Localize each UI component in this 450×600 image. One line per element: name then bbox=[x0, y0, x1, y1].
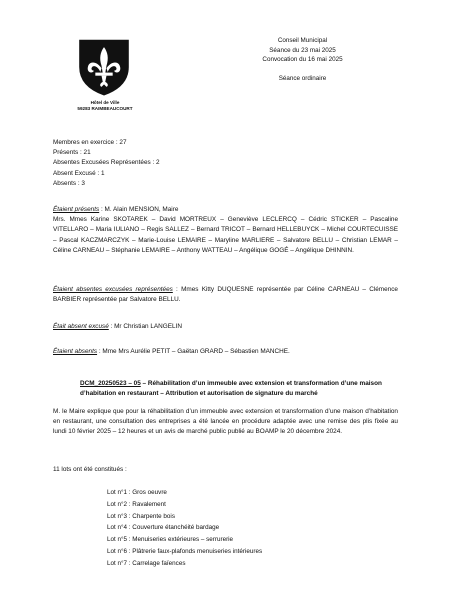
session-type: Séance ordinaire bbox=[278, 74, 327, 82]
list-item: Lot n°2 : Ravalement bbox=[107, 500, 166, 508]
list-item: Lot n°3 : Charpente bois bbox=[107, 512, 175, 520]
mairie-name: Hôtel de Ville bbox=[90, 100, 120, 105]
session-date: Séance du 23 mai 2025 bbox=[269, 46, 336, 54]
absent-excused-label: Était absent excusé bbox=[53, 323, 109, 330]
excused-label: Étaient absentes excusées représentées bbox=[53, 286, 173, 293]
list-item: Lot n°1 : Gros oeuvre bbox=[107, 489, 167, 496]
count-line: Absent Excusé : 1 bbox=[53, 169, 105, 177]
deliberation-title bbox=[80, 379, 398, 399]
absent-text: : Mme Mrs Aurélie PETIT – Gaëtan GRARD – Sébastien MANCHE. bbox=[97, 348, 290, 355]
deliberation-subject: – Réhabilitation d’un immeuble avec extension et transformation d’une maison d’habitation en restaurant – Attribution et autorisation de signature du marché bbox=[80, 380, 382, 398]
lots-list bbox=[107, 487, 262, 570]
absent-excused-text: : Mr Christian LANGELIN bbox=[108, 323, 182, 330]
coat-of-arms-logo bbox=[73, 36, 135, 98]
present-label: Étaient présents bbox=[53, 206, 100, 213]
explanation-paragraph: M. le Maire explique que pour la réhabilitation d’un immeuble avec extension et transformation d’une maison d’habitation en restaurant, une consultation des entreprises a été lancée en procédure adaptée avec une remise des plis fixée au lundi 10 février 2025 – 12 heures et un avis de marché public publié au BOAMP le 20 décembre 2024. bbox=[53, 408, 398, 436]
list-item: Lot n°6 : Plâtrerie faux-plafonds menuiseries intérieures bbox=[107, 547, 263, 555]
count-line: Membres en exercice : 27 bbox=[53, 139, 127, 146]
attendance-counts bbox=[53, 138, 398, 189]
list-item: Lot n°5 : Menuiseries extérieures – serrurerie bbox=[107, 536, 234, 544]
count-line: Absents : 3 bbox=[53, 179, 85, 187]
mairie-city: 59283 RAIMBEAUCOURT bbox=[77, 106, 133, 112]
present-list: Mrs. Mmes Karine SKOTAREK – David MORTREUX – Geneviève LECLERCQ – Cédric STICKER – Pascaline VITELLARO – Maria IULIANO – Regis SALLEZ – Bernard TRICOT – Bernard HELLEBUYCK – Michel COURTECUISSE – Pascal KACZMARCZYK – Marie-Louise LEMAIRE – Maryline MARLIERE – Salvatore BELLU – Christian LEMAR – Céline CARNEAU – Stéphanie LEMAIRE – Anthony WATTEAU – Angélique GOGÉ – Angélique DHINNIN. bbox=[53, 216, 398, 254]
absent-label: Étaient absents bbox=[53, 348, 98, 355]
council-title: Conseil Municipal bbox=[277, 37, 328, 44]
present-members bbox=[53, 205, 398, 256]
list-item: Lot n°7 : Carrelage faïences bbox=[107, 559, 186, 567]
document-header bbox=[240, 36, 365, 83]
deliberation-ref: DCM_20250523 – 05 bbox=[80, 380, 141, 387]
list-item: Lot n°4 : Couverture étanchéité bardage bbox=[107, 524, 220, 532]
excused-text: : Mmes Kitty DUQUESNE représentée par Céline CARNEAU – Clémence BARBIER représentée par Salvatore BELLU. bbox=[53, 286, 398, 304]
convocation-date: Convocation du 16 mai 2025 bbox=[262, 56, 343, 64]
absent-excused bbox=[53, 322, 398, 332]
count-line: Absentes Excusées Représentées : 2 bbox=[53, 159, 160, 167]
mairie-address bbox=[55, 100, 155, 113]
lots-title: 11 lots ont été constitués : bbox=[53, 466, 127, 473]
count-line: Présents : 21 bbox=[53, 149, 91, 157]
present-maire: : M. Alain MENSION, Maire bbox=[99, 206, 179, 213]
excused-represented bbox=[53, 285, 398, 305]
absent-members bbox=[53, 347, 398, 357]
